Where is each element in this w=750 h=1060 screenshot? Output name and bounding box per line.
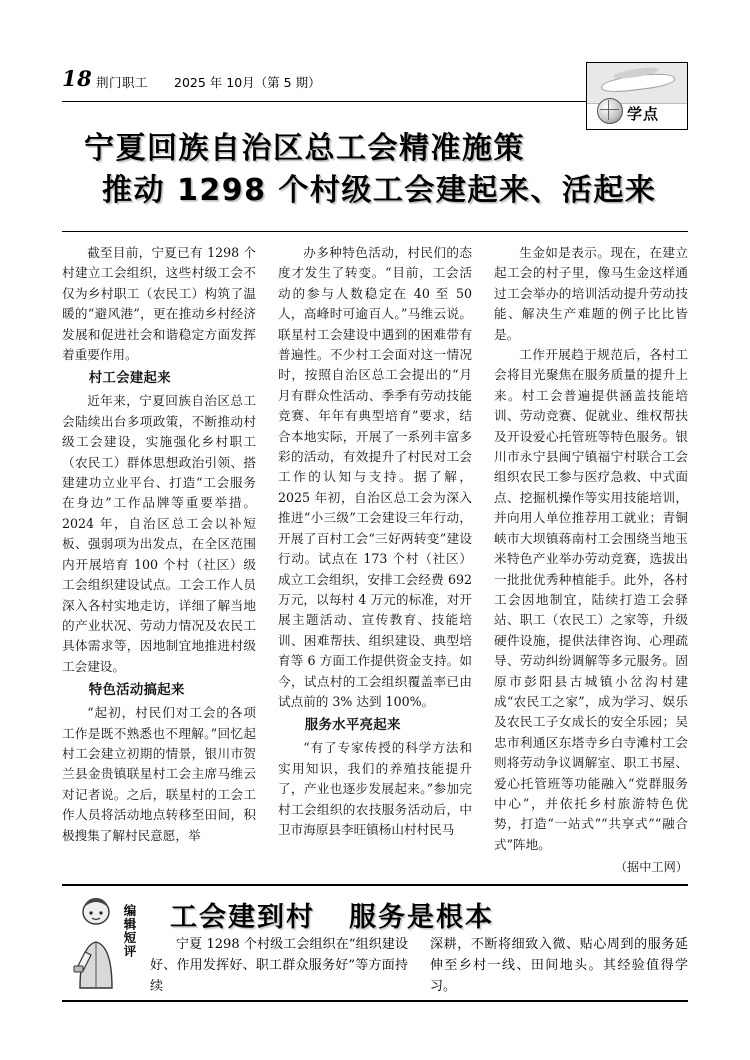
commentary-stamp <box>72 896 146 992</box>
scroll-art-icon <box>587 63 687 104</box>
paragraph: 截至目前，宁夏已有 1298 个村建立工会组织，这些村级工会不仅为乡村职工（农民工）构筑了温暖的“避风港”，更在推动乡村经济发展和促进社会和谐稳定方面发挥着重要作用。 <box>62 245 256 363</box>
paragraph: 深耕，不断将细致入微、贴心周到的服务延伸至乡村一线、田间地头。其经验值得学习。 <box>430 937 688 994</box>
paragraph: 宁夏 1298 个村级工会组织在“组织建设好、作用发挥好、职工群众服务好”等方面持续 <box>150 937 408 994</box>
subheading: 服务水平亮起来 <box>304 718 401 734</box>
globe-icon <box>597 98 623 124</box>
commentary-stamp-label: 编辑短评 <box>122 904 137 958</box>
subheading: 特色活动搞起来 <box>88 683 185 699</box>
commentary-title <box>170 895 630 934</box>
headline-line-1: 宁夏回族自治区总工会精准施策 <box>84 131 525 166</box>
commentary-title-right: 服务是根本 <box>349 902 494 933</box>
issue-date: 2025 年 10月（第 5 期） <box>174 75 321 90</box>
paragraph: 近年来，宁夏回族自治区总工会陆续出台多项政策，不断推动村级工会建设，实施强化乡村职工（农民工）群体思想政治引领、搭建建功立业平台、打造“工会服务在身边”工作品牌等重要举措。2024 年，自治区总工会以补短板、强弱项为出发点，在全区范围内开展培育 100 个村（社区）级工会组织建设试点。工会工作人员深入各村实地走访，详细了解当地的产业状况、劳动力情况及农民工具体需求等，因地制宜地推进村级工会建设。 <box>62 393 256 674</box>
commentary-column-1 <box>150 934 408 997</box>
paragraph: “有了专家传授的科学方法和实用知识，我们的养殖技能提升了，产业也逐步发展起来。”参加完村工会组织的农技服务活动后，中卫市海原县李旺镇杨山村村民马 <box>278 740 472 837</box>
headline-block <box>62 128 688 212</box>
section-badge <box>586 62 688 130</box>
commentary-bottom-divider <box>62 1000 688 1002</box>
article-column-3 <box>494 243 688 873</box>
commentary-top-divider <box>62 884 688 886</box>
article-source: （据中工网） <box>614 860 688 875</box>
subheading: 村工会建起来 <box>88 371 171 387</box>
headline-divider <box>62 231 688 232</box>
paragraph: 生金如是表示。现在，在建立起工会的村子里，像马生金这样通过工会举办的培训活动提升劳动技能、解决生产难题的例子比比皆是。 <box>494 245 688 342</box>
paragraph: 办多种特色活动，村民们的态度才发生了转变。“目前，工会活动的参与人数稳定在 40 至 50 人，高峰时可逾百人。”马维云说。联星村工会建设中遇到的困难带有普遍性。不少村工会面对这一情况时，按照自治区总工会提出的“月月有群众性活动、季季有劳动技能竞赛、年年有典型培育”要求，结合本地实际，开展了一系列丰富多彩的活动，有效提升了村民对工会工作的认知与支持。据了解，2025 年初，自治区总工会为深入推进“小三级”工会建设三年行动，开展了百村工会“三好两转变”建设行动。试点在 173 个村（社区）成立工会组织，安排工会经费 692 万元，以每村 4 万元的标准，对开展主题活动、宣传教育、技能培训、困难帮扶、组织建设、典型培育等 6 方面工作提供资金支持。如今，试点村的工会组织覆盖率已由试点前的 3% 达到 100%。 <box>278 245 472 709</box>
article-column-1 <box>62 243 256 873</box>
paragraph: “起初，村民们对工会的各项工作是既不熟悉也不理解。”回忆起村工会建立初期的情景，银川市贺兰县金贵镇联星村工会主席马维云对记者说。之后，联星村的工会工作人员将活动地点转移至田间，积极搜集了解村民意愿，举 <box>62 705 256 843</box>
commentary-body <box>150 934 688 997</box>
page-title <box>62 128 688 212</box>
page-number: 18 <box>62 66 93 91</box>
commentary-column-2 <box>430 934 688 997</box>
commentary-title-left: 工会建到村 <box>170 902 315 933</box>
editor-figure-icon <box>72 896 120 990</box>
section-badge-label: 学点 <box>627 105 660 123</box>
article-column-2 <box>278 243 472 873</box>
publication-name: 荆门职工 <box>96 75 149 90</box>
article-body <box>62 243 688 873</box>
paragraph: 工作开展趋于规范后，各村工会将目光聚焦在服务质量的提升上来。村工会普遍提供涵盖技能培训、劳动竞赛、促就业、维权帮扶及开设爱心托管班等特色服务。银川市永宁县闽宁镇福宁村联合工会组织农民工参与医疗急救、中式面点、挖掘机操作等实用技能培训，并向用人单位推荐用工就业；青铜峡市大坝镇蒋南村工会围绕当地玉米特色产业举办劳动竞赛，选拔出一批批优秀种植能手。此外，各村工会因地制宜，陆续打造工会驿站、职工（农民工）之家等，升级硬件设施，提供法律咨询、心理疏导、劳动纠纷调解等多元服务。固原市彭阳县古城镇小岔沟村建成“农民工之家”，成为学习、娱乐及农民工子女成长的安全乐园；吴忠市利通区东塔寺乡白寺滩村工会则将劳动争议调解室、职工书屋、爱心托管班等功能融入“党群服务中心”，并依托乡村旅游特色优势，打造“一站式”“共享式”“融合式”阵地。 <box>494 347 688 852</box>
headline-line-2: 推动 1298 个村级工会建起来、活起来 <box>102 173 657 208</box>
